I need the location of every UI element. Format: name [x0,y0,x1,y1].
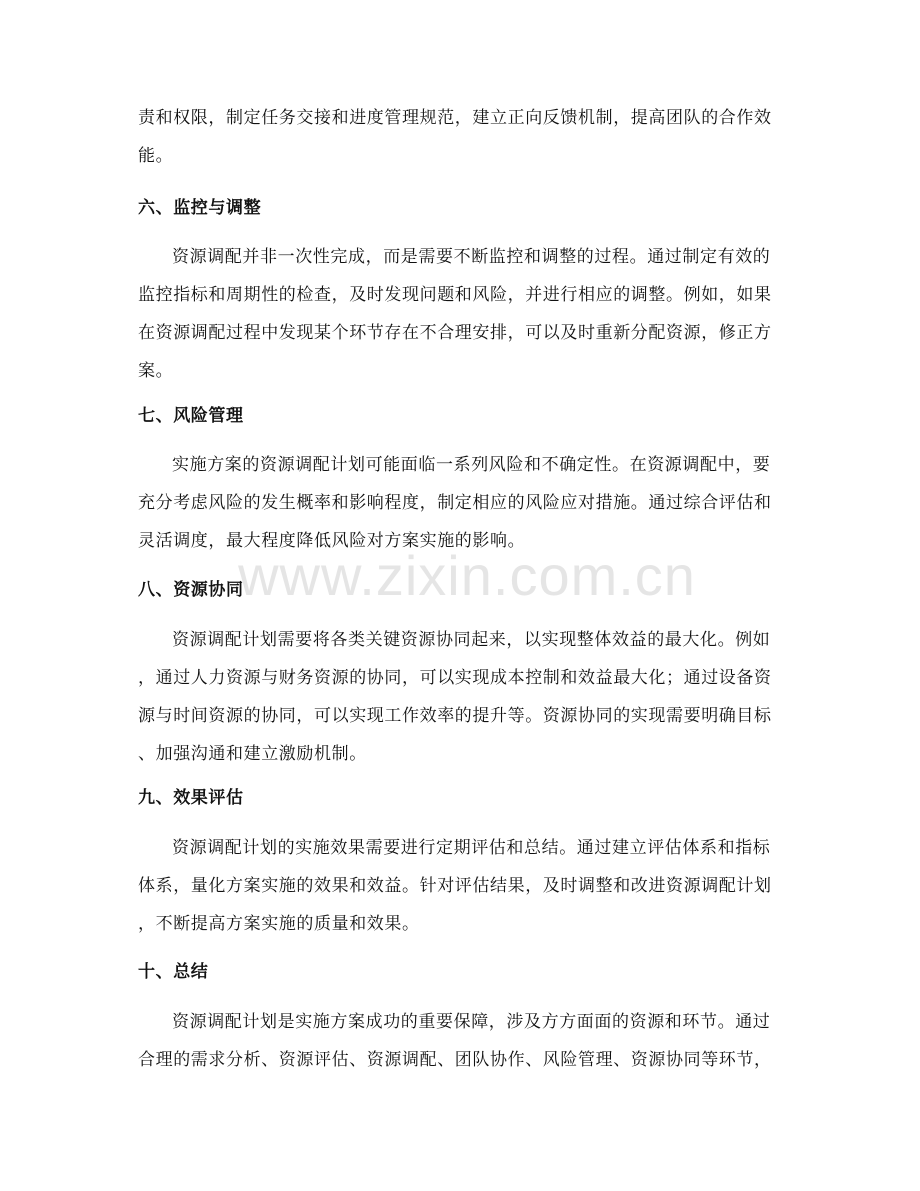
section-heading-monitoring [138,193,786,223]
section-heading-evaluation [138,783,786,813]
section-heading: 八、资源协同 [138,580,244,600]
text-line: 、加强沟通和建立激励机制。 [138,744,367,764]
watermark: www.zixin.com.cn [238,544,696,607]
text-line: 责和权限，制定任务交接和进度管理规范，建立正向反馈机制，提高团队的合作效 [138,108,772,128]
text-line: ，通过人力资源与财务资源的协同，可以实现成本控制和效益最大化；通过设备资 [138,668,772,688]
section-paragraph-summary [138,1003,786,1079]
text-line: 案。 [138,361,174,381]
text-line: 资源调配并非一次性完成，而是需要不断监控和调整的过程。通过制定有效的 [172,247,771,267]
section-paragraph-monitoring [138,238,786,390]
section-heading: 七、风险管理 [138,406,244,426]
text-line: 监控指标和周期性的检查，及时发现问题和风险，并进行相应的调整。例如，如果 [138,285,772,305]
text-line: 实施方案的资源调配计划可能面临一系列风险和不确定性。在资源调配中，要 [172,455,771,475]
text-line: 源与时间资源的协同，可以实现工作效率的提升等。资源协同的实现需要明确目标 [138,706,772,726]
text-line: 资源调配计划的实施效果需要进行定期评估和总结。通过建立评估体系和指标 [172,838,771,858]
text-line: 合理的需求分析、资源评估、资源调配、团队协作、风险管理、资源协同等环节， [138,1050,772,1070]
text-line: 体系，量化方案实施的效果和效益。针对评估结果，及时调整和改进资源调配计划 [138,876,772,896]
text-line: 资源调配计划是实施方案成功的重要保障，涉及方方面面的资源和环节。通过 [172,1012,771,1032]
section-heading: 十、总结 [138,962,209,982]
section-paragraph-evaluation [138,829,786,943]
text-line: 能。 [138,146,174,166]
intro-paragraph [138,99,786,175]
text-line: 灵活调度，最大程度降低风险对方案实施的影响。 [138,531,526,551]
section-heading-risk [138,401,786,431]
section-heading: 六、监控与调整 [138,198,262,218]
text-line: 在资源调配过程中发现某个环节存在不合理安排，可以及时重新分配资源，修正方 [138,323,772,343]
section-paragraph-collaboration [138,621,786,773]
section-heading-summary [138,957,786,987]
text-line: 资源调配计划需要将各类关键资源协同起来，以实现整体效益的最大化。例如 [172,630,771,650]
text-line: ，不断提高方案实施的质量和效果。 [138,914,420,934]
section-paragraph-risk [138,446,786,560]
text-line: 充分考虑风险的发生概率和影响程度，制定相应的风险应对措施。通过综合评估和 [138,493,772,513]
section-heading-collaboration [138,575,786,605]
section-heading: 九、效果评估 [138,788,244,808]
